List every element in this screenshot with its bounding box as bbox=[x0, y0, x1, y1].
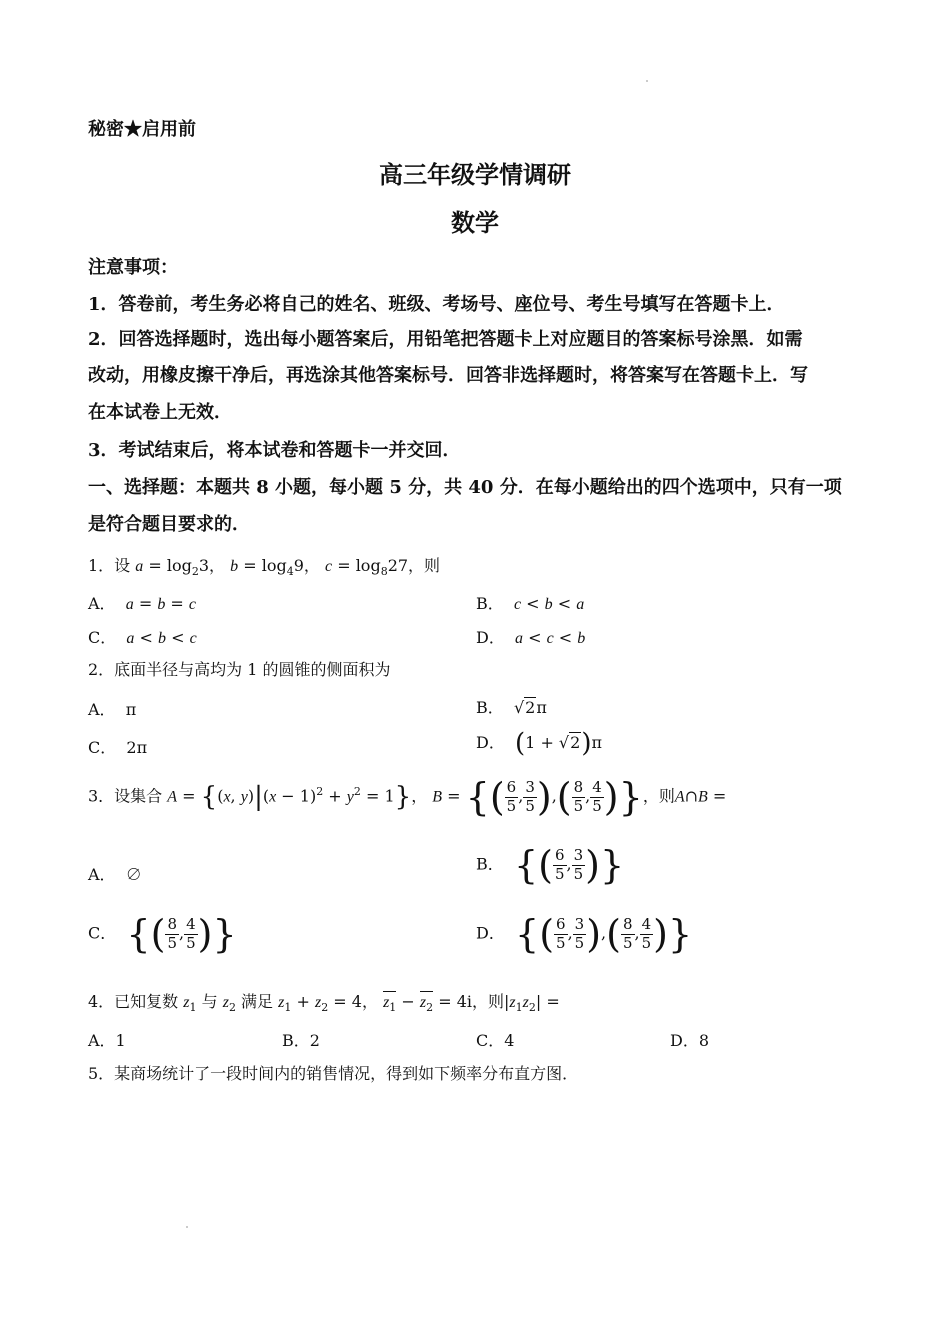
exam-title: 高三年级学情调研 bbox=[379, 160, 571, 189]
question-4-option-b[interactable]: B．2 bbox=[282, 1031, 320, 1050]
notice-item-2-line-2: 改动，用橡皮擦干净后，再选涂其他答案标号．回答非选择题时，将答案写在答题卡上．写 bbox=[88, 365, 808, 386]
question-3-option-d[interactable]: D． {( $\frac{6}{5}$ , $\frac{3}{5}$ ),( $\frac{8}{5}$ , $\frac{4}{5}$ )} bbox=[476, 912, 693, 956]
notice-item-2-line-3: 在本试卷上无效． bbox=[88, 402, 232, 423]
question-3-stem: 3．设集合 A = {(x, $y)|(x - 1)^2 + y^2 = 1$}， B = {( $\frac{6}{5}$ , $\frac{3}{5}$ ),( $\frac{8}{5}$ , $\frac{4}{5}$ )}，则A∩B = bbox=[88, 775, 727, 819]
question-3-option-b[interactable]: B． {( $\frac{6}{5}$ , $\frac{3}{5}$ )} bbox=[476, 843, 625, 887]
scan-speck bbox=[186, 1226, 188, 1228]
question-2-option-c[interactable]: C． 2π bbox=[88, 738, 148, 757]
question-1-stem: 1．设 $a = \log_23$， $b = \log_49$， $c = \log_827$，则 bbox=[88, 556, 441, 579]
question-1-option-a[interactable]: A． a = b = c bbox=[88, 594, 196, 613]
notice-heading: 注意事项： bbox=[88, 257, 178, 278]
question-1-option-d[interactable]: D． a < c < b bbox=[476, 628, 586, 647]
scan-speck bbox=[646, 80, 648, 82]
notice-item-1: 1．答卷前，考生务必将自己的姓名、班级、考场号、座位号、考生号填写在答题卡上． bbox=[88, 294, 785, 315]
notice-item-3: 3．考试结束后，将本试卷和答题卡一并交回． bbox=[88, 440, 461, 461]
question-2-option-b[interactable]: B． √2π bbox=[476, 698, 547, 717]
section-1-line-1: 一、选择题：本题共 8 小题，每小题 5 分，共 40 分．在每小题给出的四个选项中，只有一项 bbox=[88, 477, 842, 498]
question-2-option-d[interactable]: D． (1 + √2)π bbox=[476, 728, 602, 759]
question-4-stem: 4．已知复数 $z_1$ 与 $z_2$ 满足 $z_1 + z_2 = 4$， $z_1 - z_2 = 4i$，则$|z_1z_2|$ = bbox=[88, 992, 560, 1015]
question-4-option-d[interactable]: D．8 bbox=[670, 1031, 710, 1050]
notice-item-2-line-1: 2．回答选择题时，选出每小题答案后，用铅笔把答题卡上对应题目的答案标号涂黑．如需 bbox=[88, 329, 803, 350]
question-1-option-b[interactable]: B． c < b < a bbox=[476, 594, 585, 613]
section-1-line-2: 是符合题目要求的． bbox=[88, 514, 250, 535]
question-2-option-a[interactable]: A． π bbox=[88, 700, 137, 719]
secret-label: 秘密★启用前 bbox=[88, 119, 196, 140]
question-4-option-a[interactable]: A．1 bbox=[88, 1031, 126, 1050]
question-3-option-c[interactable]: C． {( $\frac{8}{5}$ , $\frac{4}{5}$ )} bbox=[88, 912, 237, 956]
question-1-option-c[interactable]: C． a < b < c bbox=[88, 628, 197, 647]
question-3-option-a[interactable]: A． ∅ bbox=[88, 865, 142, 884]
question-2-stem: 2．底面半径与高均为 1 的圆锥的侧面积为 bbox=[88, 660, 391, 679]
question-4-option-c[interactable]: C．4 bbox=[476, 1031, 515, 1050]
question-5-stem: 5．某商场统计了一段时间内的销售情况，得到如下频率分布直方图． bbox=[88, 1064, 579, 1083]
subject-title: 数学 bbox=[451, 208, 499, 237]
